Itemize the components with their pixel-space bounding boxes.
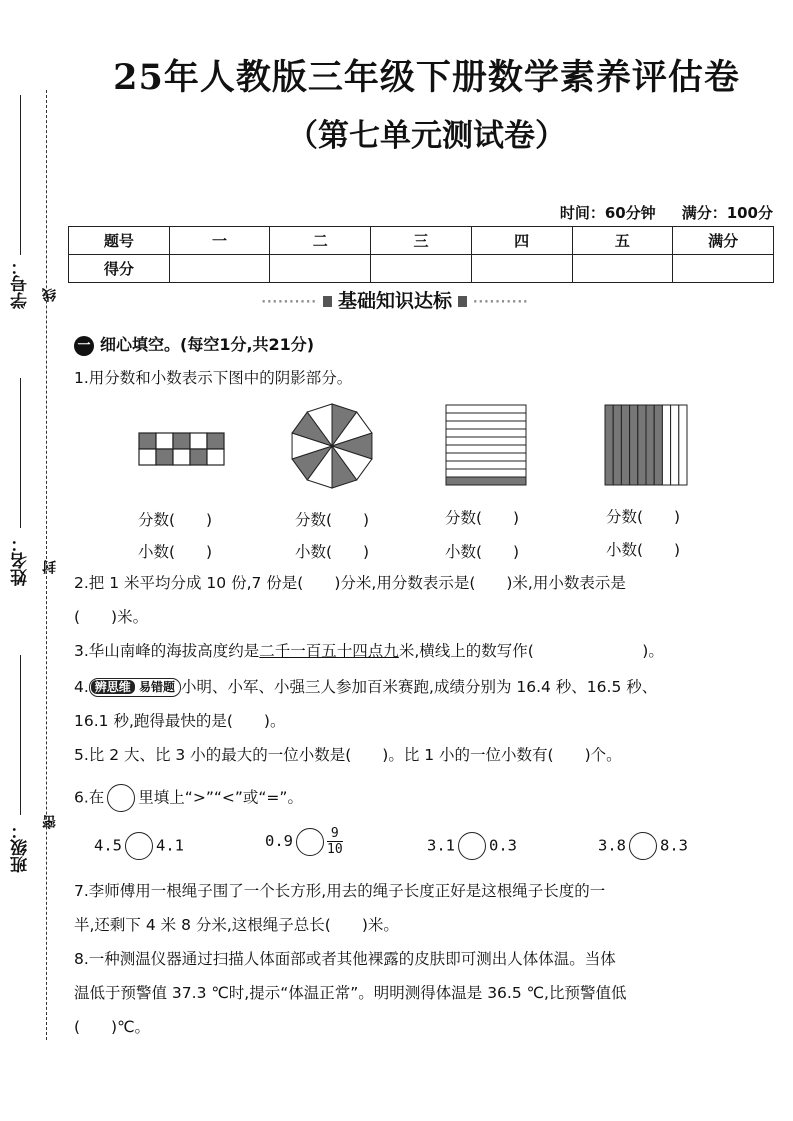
fig3-fraction-blank[interactable]: 分数( ) <box>445 509 520 527</box>
question-4-number: 4. <box>74 678 89 696</box>
part1-badge: 一 <box>74 336 94 356</box>
strip-row <box>446 421 526 429</box>
banner-deco-right <box>458 296 467 307</box>
question-2-line-2: ( )米。 <box>74 608 149 626</box>
cell-part-1: 一 <box>169 227 270 255</box>
question-3-suffix: 米,横线上的数写作( )。 <box>398 642 664 660</box>
strip-col <box>613 405 621 485</box>
grid-cell <box>207 433 224 449</box>
question-8-line-1: 8.一种测温仪器通过扫描人体面部或者其他裸露的皮肤即可测出人体体温。当体 <box>74 950 616 968</box>
strip-row <box>446 413 526 421</box>
compare-2-fraction <box>327 826 343 857</box>
compare-4-right: 8.3 <box>660 836 688 855</box>
compare-item-3 <box>427 832 517 860</box>
binding-word-seal: 封 <box>42 560 58 574</box>
grid-cell <box>156 449 173 465</box>
strip-col <box>662 405 670 485</box>
score-input-total[interactable] <box>673 255 774 283</box>
compare-2-circle[interactable] <box>296 828 324 856</box>
compare-3-left: 3.1 <box>427 836 455 855</box>
question-8-line-3: ( )℃。 <box>74 1018 151 1036</box>
compare-2-left: 0.9 <box>265 832 293 850</box>
strip-row <box>446 469 526 477</box>
fig1-fraction-blank[interactable]: 分数( ) <box>138 511 213 529</box>
class-line <box>20 655 21 815</box>
strip-col <box>671 405 679 485</box>
question-3 <box>74 640 664 662</box>
strip-row <box>446 405 526 413</box>
part1-heading-text: 细心填空。(每空1分,共21分) <box>100 335 315 354</box>
figure-vertical-strips <box>604 404 688 486</box>
cell-part-4: 四 <box>471 227 572 255</box>
figure-grid-half <box>138 432 226 466</box>
section-banner <box>250 286 540 310</box>
score-table-header-row <box>69 227 774 255</box>
score-input-5[interactable] <box>572 255 673 283</box>
binding-word-secret: 密 <box>42 815 58 829</box>
compare-1-circle[interactable] <box>125 832 153 860</box>
strip-col <box>605 405 613 485</box>
question-1: 1.用分数和小数表示下图中的阴影部分。 <box>74 369 353 387</box>
compare-4-left: 3.8 <box>598 836 626 855</box>
cell-header: 题号 <box>69 227 170 255</box>
cell-part-3: 三 <box>371 227 472 255</box>
name-label: 姓名： <box>11 535 31 586</box>
question-4-line-2: 16.1 秒,跑得最快的是( )。 <box>74 712 286 730</box>
strip-col <box>621 405 629 485</box>
strip-col <box>630 405 638 485</box>
student-id-line <box>20 95 21 255</box>
cell-full-score: 满分 <box>673 227 774 255</box>
strip-row <box>446 429 526 437</box>
strip-col <box>646 405 654 485</box>
banner-dots-left: ·········· <box>261 294 317 309</box>
grid-cell <box>173 449 190 465</box>
grid-cell <box>190 433 207 449</box>
grid-cell <box>190 449 207 465</box>
question-6 <box>74 784 303 812</box>
fraction-denominator: 10 <box>327 842 343 857</box>
question-6-prefix: 6.在 <box>74 788 105 807</box>
grid-cell <box>139 433 156 449</box>
strip-col <box>638 405 646 485</box>
strip-col <box>679 405 687 485</box>
figure-decagon <box>288 402 376 490</box>
score-table-score-row <box>69 255 774 283</box>
grid-cell <box>156 433 173 449</box>
fig1-decimal-blank[interactable]: 小数( ) <box>138 543 213 561</box>
student-id-label: 学号： <box>11 258 31 309</box>
strip-row <box>446 437 526 445</box>
fig3-decimal-blank[interactable]: 小数( ) <box>445 543 520 561</box>
question-4-line-1 <box>74 676 657 698</box>
question-5: 5.比 2 大、比 3 小的最大的一位小数是( )。比 1 小的一位小数有( )个。 <box>74 746 622 764</box>
banner-deco-left <box>323 296 332 307</box>
question-2-line-1: 2.把 1 米平均分成 10 份,7 份是( )分米,用分数表示是( )米,用小数表示是 <box>74 574 626 592</box>
figure-horizontal-strips <box>445 404 527 486</box>
time-limit: 时间：60分钟 <box>559 204 656 222</box>
fig4-fraction-blank[interactable]: 分数( ) <box>606 508 681 526</box>
question-8-line-2: 温低于预警值 37.3 ℃时,提示“体温正常”。明明测得体温是 36.5 ℃,比预警值低 <box>74 984 627 1002</box>
question-7-line-2: 半,还剩下 4 米 8 分米,这根绳子总长( )米。 <box>74 916 399 934</box>
question-4-tag <box>89 678 181 697</box>
question-3-prefix: 3.华山南峰的海拔高度约是 <box>74 642 260 660</box>
exam-title: 25年人教版三年级下册数学素养评估卷 <box>113 57 740 98</box>
compare-1-right: 4.1 <box>156 836 184 855</box>
grid-cell <box>207 449 224 465</box>
tag-error-prone: 易错题 <box>139 680 176 694</box>
question-4-text-1: 小明、小军、小强三人参加百米赛跑,成绩分别为 16.4 秒、16.5 秒、 <box>181 678 658 696</box>
grid-cell <box>139 449 156 465</box>
score-table <box>68 226 774 283</box>
compare-3-circle[interactable] <box>458 832 486 860</box>
tag-thinking: 辨思维 <box>91 680 135 694</box>
score-input-2[interactable] <box>270 255 371 283</box>
time-score-info <box>560 202 773 223</box>
strip-row <box>446 453 526 461</box>
compare-item-4 <box>598 832 688 860</box>
compare-item-2 <box>265 826 343 857</box>
score-input-4[interactable] <box>471 255 572 283</box>
question-3-underlined: 二千一百五十四点九 <box>259 642 399 660</box>
cell-part-5: 五 <box>572 227 673 255</box>
circle-icon <box>107 784 135 812</box>
cell-part-2: 二 <box>270 227 371 255</box>
part1-heading <box>74 332 314 356</box>
fraction-numerator: 9 <box>327 826 343 842</box>
compare-3-right: 0.3 <box>489 836 517 855</box>
grid-cell <box>173 433 190 449</box>
compare-item-1 <box>94 832 184 860</box>
compare-1-left: 4.5 <box>94 836 122 855</box>
cell-score-label: 得分 <box>69 255 170 283</box>
full-score: 满分：100分 <box>681 204 773 222</box>
fig2-fraction-blank[interactable]: 分数( ) <box>295 511 370 529</box>
binding-word-line: 线 <box>42 288 58 302</box>
section-banner-text: 基础知识达标 <box>337 290 452 312</box>
score-input-1[interactable] <box>169 255 270 283</box>
banner-dots-right: ·········· <box>473 294 529 309</box>
compare-4-circle[interactable] <box>629 832 657 860</box>
class-label: 班级： <box>11 822 31 873</box>
question-6-suffix: 里填上“>”“<”或“=”。 <box>138 788 303 807</box>
fig4-decimal-blank[interactable]: 小数( ) <box>606 541 681 559</box>
question-7-line-1: 7.李师傅用一根绳子围了一个长方形,用去的绳子长度正好是这根绳子长度的一 <box>74 882 606 900</box>
strip-row <box>446 445 526 453</box>
name-line <box>20 378 21 528</box>
score-input-3[interactable] <box>371 255 472 283</box>
strip-row <box>446 461 526 469</box>
fig2-decimal-blank[interactable]: 小数( ) <box>295 543 370 561</box>
strip-row <box>446 477 526 485</box>
exam-subtitle: （第七单元测试卷） <box>287 118 566 154</box>
strip-col <box>654 405 662 485</box>
